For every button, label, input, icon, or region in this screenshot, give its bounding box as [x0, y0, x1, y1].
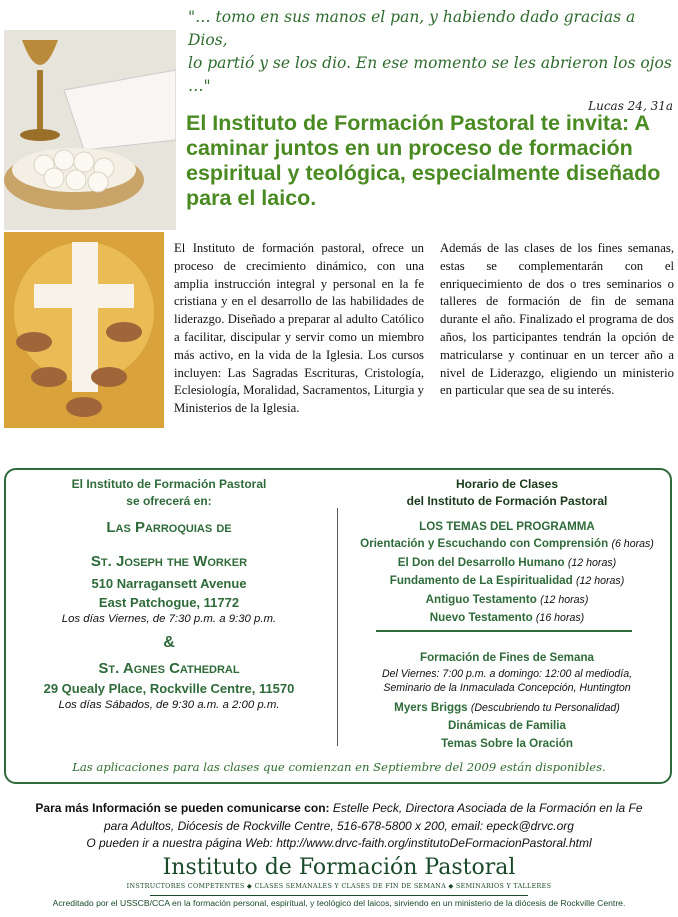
parish2-schedule: Los días Sábados, de 9:30 a.m. a 2:00 p.m. — [58, 699, 280, 711]
topic-name: Nuevo Testamento — [429, 611, 533, 625]
schedule-title-2: del Instituto de Formación Pastoral — [406, 494, 608, 508]
quote-line-1: "… tomo en sus manos el pan, y habiendo dado gracias a Dios, — [188, 8, 636, 49]
topics-heading: LOS TEMAS DEL PROGRAMMA — [419, 520, 595, 533]
contact-lead: Para más Información se pueden comunicarse con: — [35, 801, 330, 815]
intro-column-1: El Instituto de formación pastoral, ofrece un proceso de crecimiento dinámico, con una amplia instrucción integral y personal en la fe cristiana y en el desarrollo de las habilidades de liderazgo. Diseñado a preparar al adulto Católico a facilitar, discipular y servir como un miembro más activo, en la vida de la Iglesia. Los cursos incluyen: Las Sagradas Escrituras, Cristología, Eclesiología, Moralidad, Sacramentos, Liturgia y Ministerios de la Iglesia. — [174, 241, 424, 416]
footer-rule — [150, 895, 528, 896]
myers-name: Myers Briggs — [394, 700, 468, 714]
parish2-address: 29 Quealy Place, Rockville Centre, 11570 — [43, 681, 295, 696]
topic-list — [342, 535, 672, 627]
locations-heading-2: se ofrecerá en: — [126, 494, 212, 508]
topic-hours: (16 horas) — [535, 612, 585, 625]
box-divider-vertical — [337, 508, 338, 746]
contact-web-link[interactable]: O pueden ir a nuestra página Web: http://www.drvc-faith.org/institutoDeFormacionPastoral.html — [86, 836, 592, 850]
org-tagline: INSTRUCTORES COMPETENTES ◆ CLASES SEMANALES Y CLASES DE FIN DE SEMANA ◆ SEMINARIOS Y TALLERES — [126, 882, 552, 890]
myers-briggs-item — [342, 699, 672, 717]
parish1-schedule: Los días Viernes, de 7:30 p.m. a 9:30 p.m. — [61, 613, 277, 625]
topic-item — [342, 591, 672, 609]
accreditation: Acreditado por el USSCB/CCA en la formación personal, espiritual, y teológico del laicos, sirviendo en un ministerio de la diócesis de Rockville Centre. — [52, 898, 626, 908]
contact-person: Estelle Peck, Directora Asociada de la Formación en la Fe — [332, 801, 643, 815]
topic-item — [342, 609, 672, 627]
topic-name: Fundamento de La Espiritualidad — [389, 574, 573, 588]
topic-hours: (12 horas) — [567, 556, 617, 569]
prayer-item: Temas Sobre la Oración — [441, 736, 573, 750]
topic-hours: (12 horas) — [575, 575, 625, 588]
parishes-title: Las Parroquias de — [106, 519, 232, 536]
headline: El Instituto de Formación Pastoral te invita: A caminar juntos en un proceso de formación espiritual y teológica, especialmente diseñado para el laico. — [186, 111, 661, 210]
family-item: Dinámicas de Familia — [448, 719, 566, 733]
parish1-name: St. Joseph the Worker — [90, 553, 248, 570]
applications-note: Las aplicaciones para las clases que comienzan en Septiembre del 2009 están disponibles. — [72, 760, 606, 774]
intro-column-2: Además de las clases de los fines semanas, estas se complementarán con el enriquecimiento de dos o tres seminarios o talleres de formación de fin de semana durante el año. Finalizado el programa de dos años, los participantes tendrán la opción de matricularse y continuar en un tercer año a nivel de Liderazgo, eligiendo un ministerio en particular que sea de su interés. — [440, 241, 674, 398]
weekend-heading: Formación de Fines de Semana — [420, 651, 594, 665]
schedule-title-1: Horario de Clases — [455, 477, 559, 491]
org-name: Instituto de Formación Pastoral — [162, 855, 516, 880]
cross-hands-photo — [4, 232, 164, 428]
weekend-detail-2: Seminario de la Inmaculada Concepción, Huntington — [383, 681, 631, 694]
topic-hours: (12 horas) — [540, 593, 589, 606]
topic-name: El Don del Desarrollo Humano — [397, 555, 565, 569]
topic-item — [342, 572, 672, 590]
topic-hours: (6 horas) — [611, 538, 654, 551]
weekend-detail-1: Del Viernes: 7:00 p.m. a domingo: 12:00 al mediodía, — [381, 667, 633, 680]
topic-item — [342, 535, 672, 553]
cross-hands-illustration — [4, 232, 164, 428]
quote-reference: Lucas 24, 31a — [588, 99, 673, 113]
schedule-divider — [376, 630, 632, 632]
chalice-illustration — [4, 30, 176, 230]
ampersand: & — [163, 634, 175, 651]
schedule-section — [342, 476, 672, 752]
topic-name: Antiguo Testamento — [425, 592, 537, 606]
scripture-quote — [188, 6, 673, 113]
locations-section — [14, 476, 324, 713]
contact-line-2: para Adultos, Diócesis de Rockville Centre, 516-678-5800 x 200, email: epeck@drvc.org — [104, 818, 574, 833]
chalice-bread-photo — [4, 30, 176, 230]
topic-item — [342, 554, 672, 572]
myers-note: (Descubriendo tu Personalidad) — [470, 701, 620, 714]
parish1-city: East Patchogue, 11772 — [98, 595, 240, 610]
contact-line-1 — [4, 800, 674, 818]
contact-section — [4, 800, 674, 853]
parish2-name: St. Agnes Cathedral — [98, 660, 240, 677]
parish1-street: 510 Narragansett Avenue — [91, 576, 247, 591]
locations-heading-1: El Instituto de Formación Pastoral — [71, 477, 267, 491]
topic-name: Orientación y Escuchando con Comprensión — [360, 537, 609, 551]
quote-line-2: lo partió y se los dio. En ese momento se les abrieron los ojos …" — [188, 54, 672, 95]
